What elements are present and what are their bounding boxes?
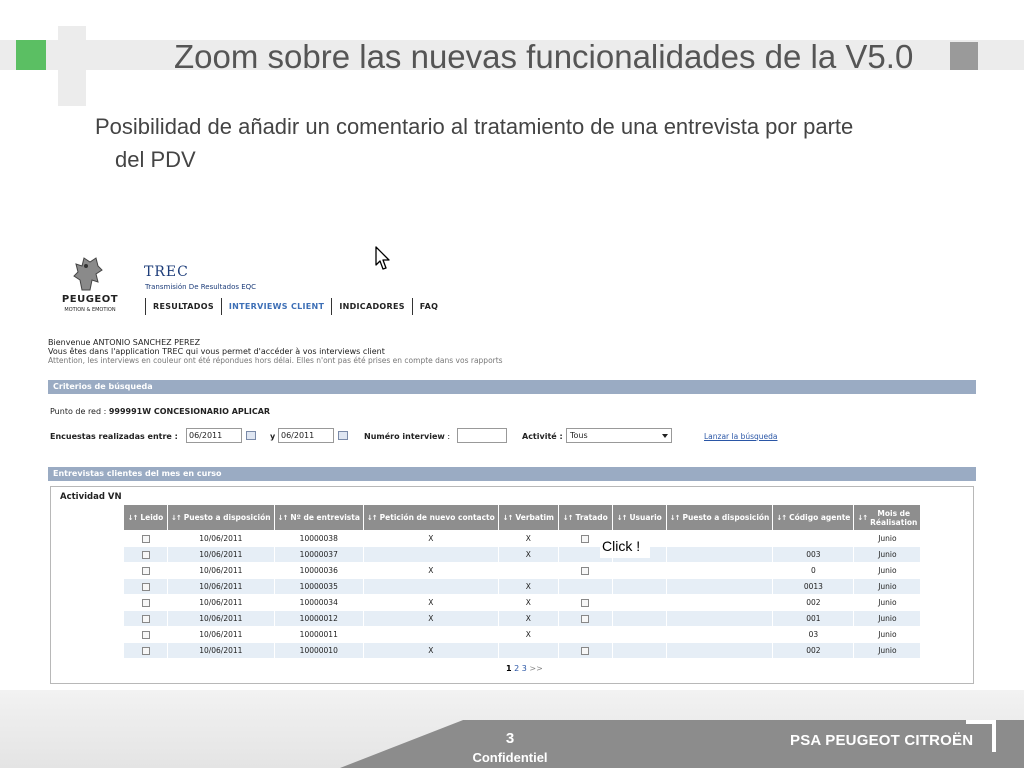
peugeot-lion-icon: [68, 254, 108, 294]
nav-faq[interactable]: FAQ: [412, 298, 445, 315]
cell-num-entrevista: 10000012: [274, 611, 363, 627]
numero-colon: :: [447, 432, 451, 441]
cell-puesto: [666, 547, 773, 563]
cell-codigo-agente: 002: [773, 643, 854, 659]
cell-num-entrevista: 10000010: [274, 643, 363, 659]
cell-puesto: [666, 627, 773, 643]
cell-peticion: X: [363, 611, 498, 627]
cell-verbatim: X: [498, 531, 558, 547]
cell-codigo-agente: 03: [773, 627, 854, 643]
sort-icon: ↓↑: [277, 514, 288, 522]
interviews-section-header: Entrevistas clientes del mes en curso: [48, 467, 976, 481]
cell-puesto: [666, 611, 773, 627]
numero-interview-label: [364, 432, 450, 441]
nav-indicadores[interactable]: INDICADORES: [331, 298, 411, 315]
activite-selected: Tous: [570, 431, 588, 440]
table-row[interactable]: [124, 531, 921, 547]
gray-square-decoration: [950, 42, 978, 70]
nav-resultados[interactable]: RESULTADOS: [145, 298, 221, 315]
cell-mes: Junio: [854, 643, 921, 659]
cell-peticion: [363, 627, 498, 643]
tratado-cell: [558, 563, 612, 579]
cell-mes: Junio: [854, 531, 921, 547]
col-codigo-agente[interactable]: ↓↑ Código agente: [773, 505, 854, 531]
cell-verbatim: X: [498, 595, 558, 611]
slide-subtitle-line2: del PDV: [115, 147, 196, 172]
leido-cell: [124, 547, 168, 563]
col-puesto-disposicion-2[interactable]: ↓↑ Puesto a disposición: [666, 505, 773, 531]
confidential-label: Confidentiel: [472, 750, 548, 765]
leido-cell: [124, 579, 168, 595]
trec-subtitle: Transmisión De Resultados EQC: [145, 283, 257, 291]
green-square-decoration: [16, 40, 46, 70]
sort-icon: ↓↑: [366, 514, 377, 522]
col-peticion-contacto[interactable]: ↓↑ Petición de nuevo contacto: [363, 505, 498, 531]
table-header-row: [124, 505, 921, 531]
sort-icon: ↓↑: [857, 513, 868, 522]
cell-puesto-date: 10/06/2011: [168, 531, 275, 547]
tratado-cell: [558, 643, 612, 659]
cell-num-entrevista: 10000036: [274, 563, 363, 579]
numero-label-text: Numéro interview: [364, 432, 445, 441]
interviews-table-body: [124, 531, 921, 659]
tratado-cell: [558, 611, 612, 627]
cell-num-entrevista: 10000038: [274, 531, 363, 547]
leido-cell: [124, 627, 168, 643]
mouse-cursor-icon: [374, 246, 392, 272]
cell-mes: Junio: [854, 563, 921, 579]
welcome-line1: Bienvenue ANTONIO SANCHEZ PEREZ: [48, 338, 201, 347]
cell-usuario: [612, 595, 666, 611]
tratado-checkbox[interactable]: [581, 535, 589, 543]
table-row[interactable]: [124, 611, 921, 627]
welcome-warning: Attention, les interviews en couleur ont été répondues hors délai. Elles n'ont pas été prises en compte dans vos rapports: [48, 356, 503, 365]
cell-usuario: [612, 643, 666, 659]
leido-cell: [124, 595, 168, 611]
calendar-to-icon[interactable]: [338, 431, 348, 440]
cell-codigo-agente: [773, 531, 854, 547]
leido-checkbox[interactable]: [142, 551, 150, 559]
punto-value: 999991W CONCESIONARIO APLICAR: [108, 407, 271, 416]
cell-puesto-date: 10/06/2011: [168, 611, 275, 627]
activity-label: Actividad VN: [60, 492, 122, 502]
cell-puesto: [666, 579, 773, 595]
sort-icon: ↓↑: [171, 514, 181, 522]
cell-usuario: [612, 563, 666, 579]
cell-verbatim: X: [498, 547, 558, 563]
leido-checkbox[interactable]: [142, 631, 150, 639]
sort-icon: ↓↑: [776, 514, 787, 522]
tratado-checkbox[interactable]: [581, 567, 589, 575]
leido-checkbox[interactable]: [142, 599, 150, 607]
col-usuario[interactable]: ↓↑ Usuario: [612, 505, 666, 531]
peugeot-wordmark: PEUGEOT: [61, 294, 119, 305]
page-current[interactable]: 1: [506, 664, 512, 673]
cell-puesto-date: 10/06/2011: [168, 643, 275, 659]
peugeot-tagline: MOTION & EMOTION: [64, 307, 116, 313]
trec-title: TREC: [144, 264, 189, 280]
col-puesto-disposicion[interactable]: ↓↑ Puesto a disposición: [168, 505, 275, 531]
page-links[interactable]: 2 3: [514, 664, 527, 673]
cell-peticion: X: [363, 595, 498, 611]
cell-peticion: [363, 579, 498, 595]
cell-puesto-date: 10/06/2011: [168, 547, 275, 563]
welcome-line2: Vous êtes dans l'application TREC qui vous permet d'accéder à vos interviews client: [48, 347, 385, 356]
cell-puesto: [666, 563, 773, 579]
criteria-section-header: Criterios de búsqueda: [48, 380, 976, 394]
slide-subtitle-line1: Posibilidad de añadir un comentario al tratamiento de una entrevista por parte: [95, 114, 854, 139]
sort-icon: ↓↑: [562, 514, 573, 522]
cell-verbatim: X: [498, 579, 558, 595]
numero-interview-input[interactable]: [457, 428, 507, 443]
title-band-accent: [58, 26, 86, 106]
cell-peticion: X: [363, 643, 498, 659]
table-row[interactable]: [124, 595, 921, 611]
table-row[interactable]: [124, 563, 921, 579]
cell-mes: Junio: [854, 595, 921, 611]
leido-checkbox[interactable]: [142, 535, 150, 543]
cell-num-entrevista: 10000034: [274, 595, 363, 611]
sort-icon: ↓↑: [669, 514, 680, 522]
chevron-down-icon: [662, 434, 668, 438]
cell-mes: Junio: [854, 579, 921, 595]
page-next[interactable]: >>: [529, 664, 543, 673]
trec-app-screenshot: [46, 250, 976, 686]
table-row[interactable]: [124, 643, 921, 659]
y-label: y: [270, 432, 276, 441]
activite-label: Activité :: [522, 432, 563, 441]
tratado-cell: [558, 627, 612, 643]
leido-cell: [124, 643, 168, 659]
cell-codigo-agente: 002: [773, 595, 854, 611]
psa-mark-icon: [966, 720, 996, 752]
col-verbatim[interactable]: ↓↑ Verbatim: [498, 505, 558, 531]
click-annotation: Click !: [600, 536, 650, 558]
cell-num-entrevista: 10000037: [274, 547, 363, 563]
cell-verbatim: [498, 643, 558, 659]
cell-mes: Junio: [854, 611, 921, 627]
cell-verbatim: X: [498, 611, 558, 627]
cell-peticion: [363, 547, 498, 563]
leido-cell: [124, 611, 168, 627]
slide-title: Zoom sobre las nuevas funcionalidades de la V5.0: [174, 38, 914, 75]
date-from-input[interactable]: 06/2011: [186, 428, 242, 443]
slide-subtitle: [95, 110, 995, 176]
table-row[interactable]: [124, 579, 921, 595]
cell-puesto: [666, 643, 773, 659]
col-leido[interactable]: ↓↑ Leido: [124, 505, 168, 531]
cell-puesto-date: 10/06/2011: [168, 595, 275, 611]
tratado-cell: [558, 595, 612, 611]
cell-num-entrevista: 10000035: [274, 579, 363, 595]
cell-puesto: [666, 531, 773, 547]
encuestas-label: Encuestas realizadas entre :: [50, 432, 178, 441]
main-nav: [145, 298, 445, 315]
cell-mes: Junio: [854, 627, 921, 643]
tratado-checkbox[interactable]: [581, 599, 589, 607]
sort-icon: ↓↑: [502, 514, 513, 522]
cell-puesto-date: 10/06/2011: [168, 627, 275, 643]
cell-verbatim: X: [498, 627, 558, 643]
welcome-message: [48, 338, 503, 365]
tratado-checkbox[interactable]: [581, 647, 589, 655]
col-mois-realisation[interactable]: ↓↑ Mois de Réalisation: [854, 505, 921, 531]
leido-cell: [124, 563, 168, 579]
calendar-from-icon[interactable]: [246, 431, 256, 440]
leido-checkbox[interactable]: [142, 567, 150, 575]
cell-peticion: X: [363, 563, 498, 579]
lanzar-busqueda-link[interactable]: Lanzar la búsqueda: [704, 432, 778, 441]
col-tratado[interactable]: ↓↑ Tratado: [558, 505, 612, 531]
cell-mes: Junio: [854, 547, 921, 563]
table-row[interactable]: [124, 627, 921, 643]
cell-usuario: [612, 611, 666, 627]
leido-checkbox[interactable]: [142, 647, 150, 655]
table-row[interactable]: [124, 547, 921, 563]
cell-codigo-agente: 0: [773, 563, 854, 579]
cell-puesto-date: 10/06/2011: [168, 579, 275, 595]
cell-num-entrevista: 10000011: [274, 627, 363, 643]
activite-select[interactable]: [566, 428, 672, 443]
sort-icon: ↓↑: [127, 514, 138, 522]
leido-checkbox[interactable]: [142, 583, 150, 591]
cell-peticion: X: [363, 531, 498, 547]
cell-puesto-date: 10/06/2011: [168, 563, 275, 579]
punto-de-red: [50, 407, 270, 416]
nav-interviews-client[interactable]: INTERVIEWS CLIENT: [221, 298, 331, 315]
punto-label: Punto de red :: [50, 407, 107, 416]
leido-checkbox[interactable]: [142, 615, 150, 623]
date-to-input[interactable]: 06/2011: [278, 428, 334, 443]
leido-cell: [124, 531, 168, 547]
cell-usuario: [612, 579, 666, 595]
pagination: [506, 664, 543, 673]
cell-codigo-agente: 001: [773, 611, 854, 627]
cell-codigo-agente: 0013: [773, 579, 854, 595]
cell-puesto: [666, 595, 773, 611]
interviews-table: [123, 504, 921, 659]
tratado-checkbox[interactable]: [581, 615, 589, 623]
cell-codigo-agente: 003: [773, 547, 854, 563]
cell-verbatim: [498, 563, 558, 579]
psa-peugeot-citroen-logo: PSA PEUGEOT CITROËN: [790, 732, 974, 749]
page-number: 3: [505, 730, 515, 747]
tratado-cell: [558, 579, 612, 595]
sort-icon: ↓↑: [616, 514, 627, 522]
cell-usuario: [612, 627, 666, 643]
col-num-entrevista[interactable]: ↓↑ Nº de entrevista: [274, 505, 363, 531]
